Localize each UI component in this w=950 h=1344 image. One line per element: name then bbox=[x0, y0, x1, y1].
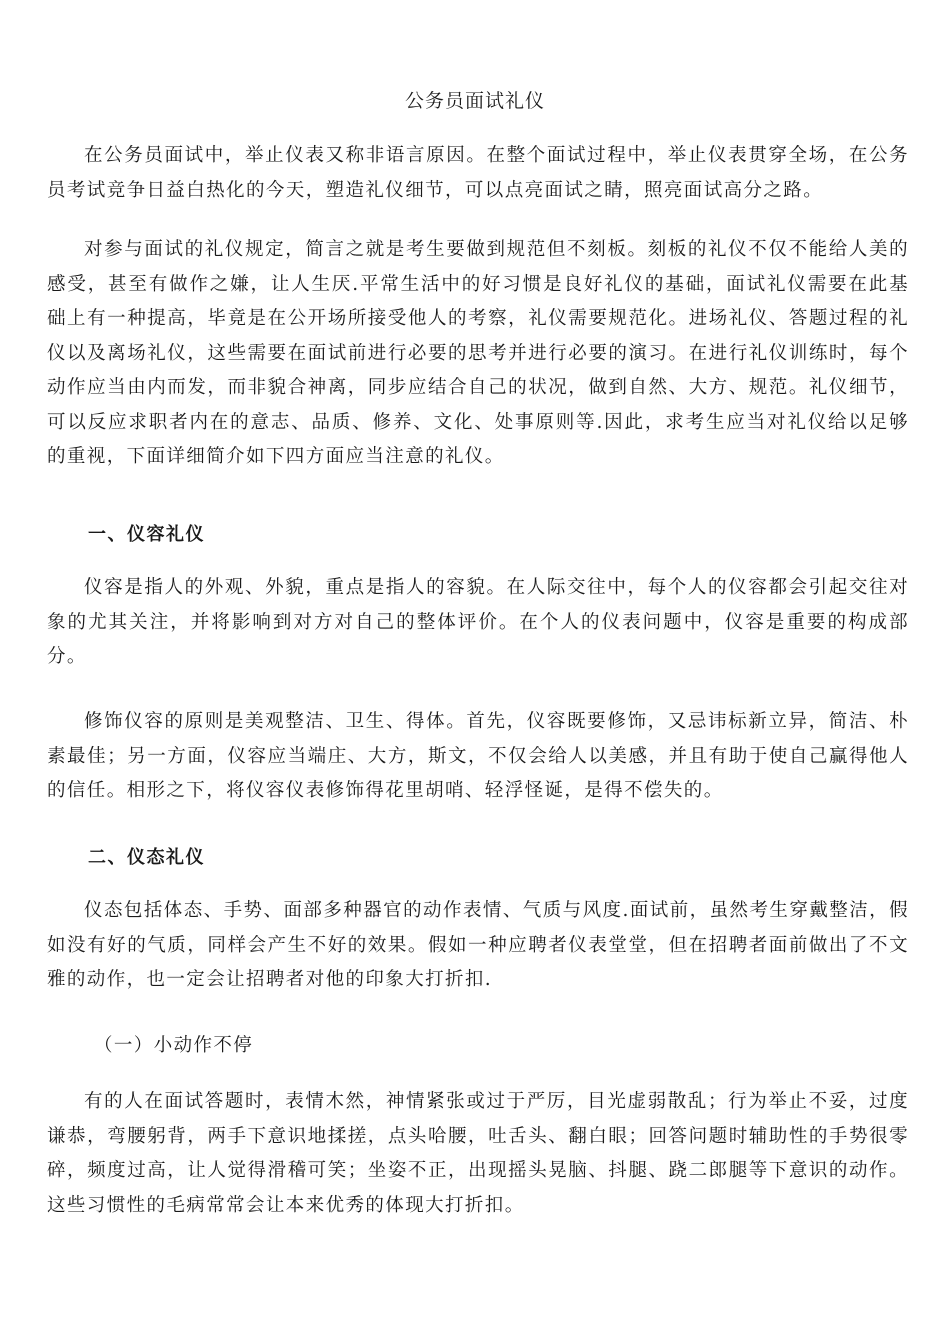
section-2-heading: 二、仪态礼仪 bbox=[88, 847, 205, 868]
document-title: 公务员面试礼仪 bbox=[404, 90, 545, 112]
section-2-paragraph-1: 仪态包括体态、手势、面部多种器官的动作表情、气质与风度.面试前，虽然考生穿戴整洁，假如没有好的气质，同样会产生不好的效果。假如一种应聘者仪表堂堂，但在招聘者面前做出了不文雅的动作，也一定会让招聘者对他的印象大打折扣. bbox=[47, 900, 909, 990]
intro-paragraph-2: 对参与面试的礼仪规定，简言之就是考生要做到规范但不刻板。刻板的礼仪不仅不能给人美的感受，甚至有做作之嫌，让人生厌.平常生活中的好习惯是良好礼仪的基础，面试礼仪需要在此基础上有一种提高，毕竟是在公开场所接受他人的考察，礼仪需要规范化。进场礼仪、答题过程的礼仪以及离场礼仪，这些需要在面试前进行必要的思考并进行必要的演习。在进行礼仪训练时，每个动作应当由内而发，而非貌合神离，同步应结合自己的状况，做到自然、大方、规范。礼仪细节，可以反应求职者内在的意志、品质、修养、文化、处事原则等.因此，求考生应当对礼仪给以足够的重视，下面详细简介如下四方面应当注意的礼仪。 bbox=[47, 239, 909, 467]
subsection-1-paragraph-1: 有的人在面试答题时，表情木然，神情紧张或过于严厉，目光虚弱散乱；行为举止不妥，过度谦恭，弯腰躬背，两手下意识地揉搓，点头哈腰，吐舌头、翻白眼；回答问题时辅助性的手势很零碎，频度过高，让人觉得滑稽可笑；坐姿不正，出现摇头晃脑、抖腿、跷二郎腿等下意识的动作。这些习惯性的毛病常常会让本来优秀的体现大打折扣。 bbox=[47, 1091, 909, 1216]
section-1-paragraph-2: 修饰仪容的原则是美观整洁、卫生、得体。首先，仪容既要修饰，又忌讳标新立异，简洁、朴素最佳；另一方面，仪容应当端庄、大方，斯文，不仅会给人以美感，并且有助于使自己赢得他人的信任。相形之下，将仪容仪表修饰得花里胡哨、轻浮怪诞，是得不偿失的。 bbox=[47, 711, 909, 801]
subsection-1-heading: （一）小动作不停 bbox=[94, 1035, 254, 1056]
section-1-heading: 一、仪容礼仪 bbox=[88, 524, 205, 545]
intro-paragraph-1: 在公务员面试中，举止仪表又称非语言原因。在整个面试过程中，举止仪表贯穿全场，在公务员考试竞争日益白热化的今天，塑造礼仪细节，可以点亮面试之睛，照亮面试高分之路。 bbox=[47, 145, 909, 201]
section-1-paragraph-1: 仪容是指人的外观、外貌，重点是指人的容貌。在人际交往中，每个人的仪容都会引起交往对象的尤其关注，并将影响到对方对自己的整体评价。在个人的仪表问题中，仪容是重要的构成部分。 bbox=[47, 577, 909, 667]
